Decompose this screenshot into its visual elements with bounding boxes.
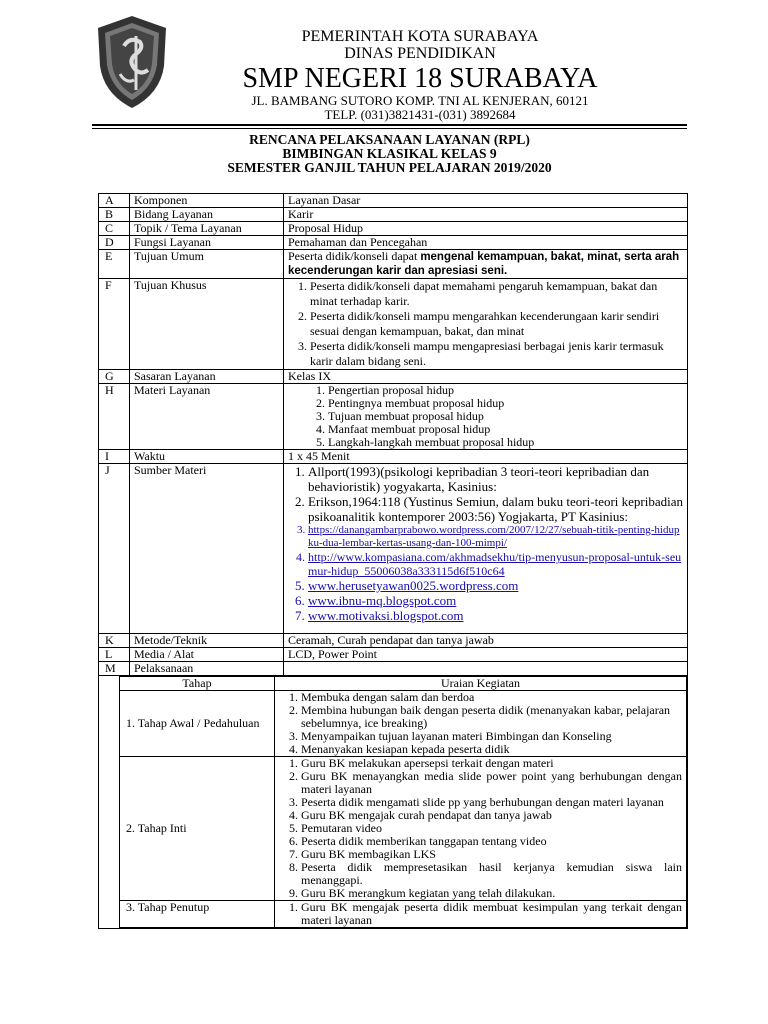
- list-item: 1. Allport(1993)(psikologi kepribadian 3 teori-teori kepribadian dan behavioristik) yogyakarta, Kasinius:: [308, 464, 683, 494]
- row-fungsi: [99, 236, 688, 250]
- row-label: Pelaksanaan: [130, 662, 284, 676]
- surabaya-crest-icon: [90, 14, 174, 110]
- list-item: 4. Manfaat membuat proposal hidup: [328, 423, 683, 436]
- row-label: Bidang Layanan: [130, 208, 284, 222]
- activity-item: 7. Guru BK membagikan LKS: [301, 848, 682, 861]
- row-value: Karir: [284, 208, 688, 222]
- row-label: Sumber Materi: [130, 464, 284, 634]
- row-code: C: [99, 222, 130, 236]
- row-label: Topik / Tema Layanan: [130, 222, 284, 236]
- row-value: 1 x 45 Menit: [284, 450, 688, 464]
- row-label: Tujuan Khusus: [130, 279, 284, 370]
- activity-item: 5. Pemutaran video: [301, 822, 682, 835]
- activity-item: 1. Guru BK melakukan apersepsi terkait dengan materi: [301, 757, 682, 770]
- row-label: Komponen: [130, 194, 284, 208]
- tujuan-umum-goal: mengenal kemampuan, bakat, minat, serta arah kecenderungan karir dan apresiasi seni.: [288, 251, 680, 277]
- row-value: Pemahaman dan Pencegahan: [284, 236, 688, 250]
- list-item: 1. Pengertian proposal hidup: [328, 384, 683, 397]
- row-value: Layanan Dasar: [284, 194, 688, 208]
- activity-item: 4. Menanyakan kesiapan kepada peserta didik: [301, 743, 682, 756]
- row-code: I: [99, 450, 130, 464]
- pelaksanaan-header: [120, 677, 687, 691]
- row-value: LCD, Power Point: [284, 648, 688, 662]
- stage-name: 1. Tahap Awal / Pedahuluan: [120, 691, 275, 757]
- source-link[interactable]: 4. http://www.kompasiana.com/akhmadsekhu/tip-menyusun-proposal-untuk-seumur-hidup_55006038a333115d6f510c64: [308, 550, 683, 578]
- title-class: BIMBINGAN KLASIKAL KELAS 9: [282, 146, 497, 161]
- row-label: Waktu: [130, 450, 284, 464]
- row-value: Kelas IX: [284, 370, 688, 384]
- school-address: JL. BAMBANG SUTORO KOMP. TNI AL KENJERAN, 60121: [251, 93, 589, 108]
- source-link[interactable]: 5. www.herusetyawan0025.wordpress.com: [308, 578, 683, 593]
- row-code: F: [99, 279, 130, 370]
- activity-item: 1. Membuka dengan salam dan berdoa: [301, 691, 682, 704]
- row-code: M: [99, 662, 130, 676]
- activity-item: 2. Membina hubungan baik dengan peserta didik (menanyakan kabar, pelajaran sebelumnya, ice breaking): [301, 704, 682, 730]
- title-semester: SEMESTER GANJIL TAHUN PELAJARAN 2019/2020: [227, 160, 552, 175]
- row-tujuan-khusus: [99, 279, 688, 370]
- list-item: 2. Erikson,1964:118 (Yustinus Semiun, dalam buku teori-teori kepribadian psikoanalitik kontemporer 2003:56) Yogjakarta, PT Kasinius:: [308, 494, 683, 524]
- row-bidang: [99, 208, 688, 222]
- activity-item: 3. Peserta didik mengamati slide pp yang berhubungan dengan materi layanan: [301, 796, 682, 809]
- row-label: Metode/Teknik: [130, 634, 284, 648]
- department-name: DINAS PENDIDIKAN: [344, 45, 496, 62]
- activity-item: 4. Guru BK mengajak curah pendapat dan tanya jawab: [301, 809, 682, 822]
- row-value: [284, 384, 688, 450]
- activity-item: 9. Guru BK merangkum kegiatan yang telah dilakukan.: [301, 887, 682, 900]
- government-name: PEMERINTAH KOTA SURABAYA: [301, 28, 539, 45]
- school-name: SMP NEGERI 18 SURABAYA: [242, 63, 598, 94]
- stage-name: 3. Tahap Penutup: [120, 901, 275, 928]
- header-divider-thick: [92, 124, 687, 126]
- row-value: Ceramah, Curah pendapat dan tanya jawab: [284, 634, 688, 648]
- activity-item: 8. Peserta didik mempresetasikan hasil kerjanya kemudian siswa lain menanggapi.: [301, 861, 682, 887]
- activity-item: 2. Guru BK menayangkan media slide power point yang berhubungan dengan materi layanan: [301, 770, 682, 796]
- list-item: 1. Peserta didik/konseli dapat memahami pengaruh kemampuan, bakat dan minat terhadap karir.: [310, 279, 683, 309]
- row-label: Materi Layanan: [130, 384, 284, 450]
- document-titles: [92, 133, 687, 175]
- activity-item: 3. Menyampaikan tujuan layanan materi Bimbingan dan Konseling: [301, 730, 682, 743]
- stage-row: [120, 691, 687, 757]
- row-code: G: [99, 370, 130, 384]
- source-link[interactable]: 7. www.motivaksi.blogspot.com: [308, 608, 683, 623]
- row-code: K: [99, 634, 130, 648]
- activity-item: 1. Guru BK mengajak peserta didik membuat kesimpulan yang terkait dengan materi layanan: [301, 901, 682, 927]
- row-label: Media / Alat: [130, 648, 284, 662]
- rpl-table: [98, 193, 688, 929]
- list-item: 3. Tujuan membuat proposal hidup: [328, 410, 683, 423]
- row-metode: [99, 634, 688, 648]
- row-code: E: [99, 250, 130, 279]
- row-sasaran: [99, 370, 688, 384]
- letterhead: [0, 0, 768, 125]
- column-header-uraian: Uraian Kegiatan: [275, 677, 687, 691]
- row-tujuan-umum: [99, 250, 688, 279]
- row-code: A: [99, 194, 130, 208]
- header-divider-thin: [92, 128, 687, 129]
- activity-item: 6. Peserta didik memberikan tanggapan tentang video: [301, 835, 682, 848]
- row-label: Fungsi Layanan: [130, 236, 284, 250]
- source-link[interactable]: 3. https://danangambarprabowo.wordpress.com/2007/12/27/sebuah-titik-penting-hidupku-dua-lembar-kertas-usang-dan-100-mimpi/: [308, 524, 683, 550]
- school-phone: TELP. (031)3821431-(031) 3892684: [324, 107, 516, 122]
- list-item: 2. Pentingnya membuat proposal hidup: [328, 397, 683, 410]
- row-label: Sasaran Layanan: [130, 370, 284, 384]
- tujuan-umum-intro: Peserta didik/konseli dapat: [288, 249, 421, 263]
- source-link[interactable]: 6. www.ibnu-mq.blogspot.com: [308, 593, 683, 608]
- row-topik: [99, 222, 688, 236]
- list-item: 2. Peserta didik/konseli mampu mengarahkan kecenderungaan karir sendiri sesuai dengan kemampuan, bakat, dan minat: [310, 309, 683, 339]
- row-media: [99, 648, 688, 662]
- row-komponen: [99, 194, 688, 208]
- row-value: [284, 250, 688, 279]
- row-code: D: [99, 236, 130, 250]
- pelaksanaan-detail-row: [99, 676, 688, 929]
- stage-row: [120, 757, 687, 901]
- title-rpl: RENCANA PELAKSANAAN LAYANAN (RPL): [249, 132, 530, 147]
- stage-row: [120, 901, 687, 928]
- row-value: Proposal Hidup: [284, 222, 688, 236]
- list-item: 5. Langkah-langkah membuat proposal hidup: [328, 436, 683, 449]
- row-value: [284, 662, 688, 676]
- row-code: J: [99, 464, 130, 634]
- row-label: Tujuan Umum: [130, 250, 284, 279]
- row-materi: [99, 384, 688, 450]
- pelaksanaan-table: [119, 676, 687, 928]
- row-sumber: [99, 464, 688, 634]
- list-item: 3. Peserta didik/konseli mampu mengapresiasi berbagai jenis karir termasuk karir dalam bidang seni.: [310, 339, 683, 369]
- row-code: H: [99, 384, 130, 450]
- row-code: L: [99, 648, 130, 662]
- stage-name: 2. Tahap Inti: [120, 757, 275, 901]
- row-value: [284, 279, 688, 370]
- row-value: [284, 464, 688, 634]
- row-waktu: [99, 450, 688, 464]
- row-pelaksanaan: [99, 662, 688, 676]
- row-code: B: [99, 208, 130, 222]
- column-header-tahap: Tahap: [120, 677, 275, 691]
